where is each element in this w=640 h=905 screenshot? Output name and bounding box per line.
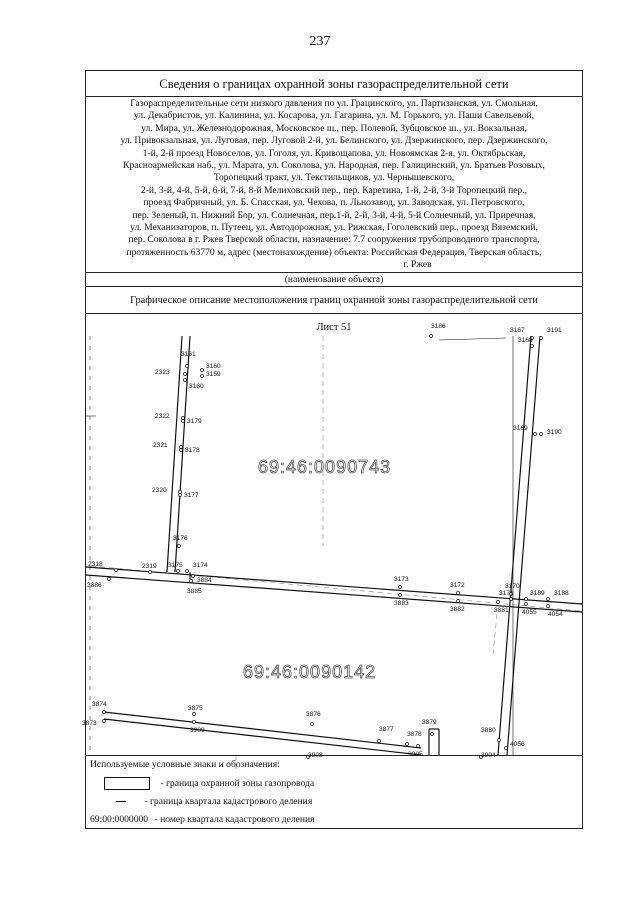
boundary-point-label: 3886 bbox=[87, 582, 102, 589]
boundary-point-marker bbox=[179, 491, 182, 494]
boundary-point-marker bbox=[186, 570, 189, 573]
boundary-point-marker bbox=[190, 580, 193, 583]
boundary-point-marker bbox=[180, 449, 183, 452]
map-drawing bbox=[82, 314, 582, 759]
boundary-point-label: 2321 bbox=[153, 442, 168, 449]
boundary-point-label: 3171 bbox=[499, 590, 514, 597]
legend-label: - граница квартала кадастрового деления bbox=[144, 796, 313, 807]
legend-title: Используемые условные знаки и обозначения: bbox=[90, 759, 280, 770]
boundary-point-marker bbox=[547, 598, 550, 601]
description-line: пер. Зеленый, п. Нижний Бор, ул. Солнечная, пер.1-й, 2-й, 3-й, 4-й, 5-й Солнечный, ул. Приречная, bbox=[132, 209, 536, 221]
boundary-point-label: 3874 bbox=[92, 701, 107, 708]
boundary-point-label: 3161 bbox=[181, 351, 196, 358]
boundary-point-label: 3191 bbox=[547, 327, 562, 334]
boundary-point-marker bbox=[184, 373, 187, 376]
boundary-point-label: 2319 bbox=[142, 563, 157, 570]
block-boundary-symbol bbox=[116, 801, 126, 802]
boundary-point-label: 3885 bbox=[187, 588, 202, 595]
boundary-point-label: 3177 bbox=[184, 492, 199, 499]
boundary-point-label: 3877 bbox=[379, 726, 394, 733]
block-number-symbol: 69:00:0000000 bbox=[90, 814, 149, 825]
boundary-point-marker bbox=[540, 433, 543, 436]
boundary-point-label: 3167 bbox=[510, 327, 525, 334]
boundary-point-marker bbox=[457, 600, 460, 603]
boundary-point-marker bbox=[399, 594, 402, 597]
boundary-point-label: 3904 bbox=[481, 752, 496, 759]
boundary-point-marker bbox=[186, 365, 189, 368]
boundary-point-label: 3909 bbox=[190, 727, 205, 734]
boundary-point-label: 2322 bbox=[155, 413, 170, 420]
boundary-point-label: 3172 bbox=[450, 582, 465, 589]
boundary-point-marker bbox=[406, 743, 409, 746]
description-line: ул. Декабристов, ул. Калинина, ул. Косарова, ул. Гагарина, ул. М. Горького, ул. Паши Савельевой, bbox=[133, 110, 535, 122]
boundary-point-label: 3189 bbox=[530, 590, 545, 597]
description-line: проезд Фабричный, ул. Б. Спасская, ул. Чехова, п. Льнозавод, ул. Заводская, ул. Петровского, bbox=[143, 197, 525, 209]
boundary-point-marker bbox=[180, 446, 183, 449]
boundary-point-label: 2323 bbox=[155, 369, 170, 376]
boundary-point-marker bbox=[184, 379, 187, 382]
parcel-number: 69:46:0090743 bbox=[258, 457, 392, 477]
boundary-point-marker bbox=[547, 605, 550, 608]
boundary-point-marker bbox=[178, 545, 181, 548]
boundary-point-marker bbox=[510, 598, 513, 601]
boundary-point-marker bbox=[115, 569, 118, 572]
boundary-point-label: 3880 bbox=[481, 727, 496, 734]
boundary-point-marker bbox=[534, 433, 537, 436]
boundary-point-marker bbox=[103, 720, 106, 723]
description-line: протяженность 63770 м, адрес (местонахождение) объекта: Российская Федерация, Тверская область, bbox=[126, 246, 542, 258]
boundary-point-label: 3875 bbox=[188, 705, 203, 712]
description-line: 1-й, 2-й проезд Новоселов, ул. Гоголя, ул. Кривощапова, ул. Новоямская 2-я, ул. Октябрьская, bbox=[142, 147, 526, 159]
boundary-point-label: 3176 bbox=[173, 535, 188, 542]
boundary-point-marker bbox=[192, 575, 195, 578]
legend-label: - граница охранной зоны газопровода bbox=[160, 777, 315, 789]
boundary-point-label: 3878 bbox=[407, 731, 422, 738]
object-name-caption: (наименование объекта) bbox=[86, 273, 582, 287]
boundary-point-marker bbox=[103, 711, 106, 714]
boundary-point-label: 3159 bbox=[206, 371, 221, 378]
boundary-point-marker bbox=[201, 375, 204, 378]
page-number: 237 bbox=[309, 34, 331, 49]
section-title: Сведения о границах охранной зоны газораспределительной сети bbox=[86, 71, 582, 97]
boundary-point-label: 3905 bbox=[408, 751, 423, 758]
boundary-point-label: 3178 bbox=[185, 447, 200, 454]
boundary-point-label: 3188 bbox=[554, 590, 569, 597]
boundary-point-label: 3179 bbox=[187, 418, 202, 425]
boundary-point-marker bbox=[525, 603, 528, 606]
boundary-point-marker bbox=[399, 586, 402, 589]
boundary-point-marker bbox=[179, 494, 182, 497]
boundary-point-marker bbox=[182, 420, 185, 423]
boundary-point-label: 3883 bbox=[394, 600, 409, 607]
boundary-point-label: 3882 bbox=[450, 606, 465, 613]
zone-boundary-symbol bbox=[104, 777, 150, 790]
legend-item-block bbox=[90, 796, 312, 807]
boundary-point-marker bbox=[430, 335, 433, 338]
graphic-title: Графическое описание местоположения границ охранной зоны газораспределительной сети bbox=[86, 287, 582, 314]
boundary-point-label: 3186 bbox=[431, 323, 446, 330]
boundary-point-marker bbox=[193, 721, 196, 724]
document-frame bbox=[82, 70, 583, 829]
boundary-point-label: 3873 bbox=[82, 720, 97, 727]
boundary-point-marker bbox=[498, 739, 501, 742]
boundary-point-marker bbox=[182, 417, 185, 420]
boundary-point-marker bbox=[149, 571, 152, 574]
boundary-point-marker bbox=[525, 598, 528, 601]
legend bbox=[86, 755, 582, 831]
legend-item-zone bbox=[90, 777, 314, 790]
boundary-point-label: 3169 bbox=[513, 425, 528, 432]
boundary-point-label: 3175 bbox=[168, 562, 183, 569]
description-line: г. Ржев bbox=[403, 259, 432, 271]
boundary-point-label: 2320 bbox=[152, 487, 167, 494]
boundary-point-label: 4054 bbox=[548, 611, 563, 618]
description-line: Газораспределительные сети низкого давления по ул. Грацинского, ул. Партизанская, ул. Смольная, bbox=[130, 98, 538, 109]
boundary-point-marker bbox=[497, 601, 500, 604]
boundary-point-marker bbox=[417, 745, 420, 748]
boundary-point-label: 4056 bbox=[510, 741, 525, 748]
boundary-point-marker bbox=[457, 592, 460, 595]
description-line: пер. Соколова в г. Ржев Тверской области, назначение: 7.7 сооружения трубопроводного транспорта, bbox=[128, 234, 540, 246]
boundary-point-label: 3180 bbox=[189, 383, 204, 390]
cadastral-map bbox=[82, 314, 582, 759]
boundary-point-label: 3908 bbox=[308, 752, 323, 759]
boundary-point-label: 3884 bbox=[197, 577, 212, 584]
description-line: Красноармейская наб., ул. Марата, ул. Соколова, ул. Народная, пер. Галицинский, ул. Братьев Розовых, bbox=[123, 160, 545, 172]
description-line: ул. Привокзальная, ул. Луговая, пер. Луговой 2-й, ул. Белинского, ул. Дзержинского, пер. Дзержинского, bbox=[120, 135, 548, 147]
boundary-point-marker bbox=[540, 337, 543, 340]
boundary-point-marker bbox=[201, 369, 204, 372]
sheet-label: Лист 51 bbox=[316, 322, 352, 333]
boundary-point-marker bbox=[311, 723, 314, 726]
description-line: ул. Механизаторов, п. Путеец, ул. Автодорожная, ул. Рижская, Гоголевский пер., проезд Вяземский, bbox=[130, 222, 538, 234]
boundary-point-label: 3173 bbox=[394, 576, 409, 583]
boundary-point-label: 2318 bbox=[88, 561, 103, 568]
boundary-point-marker bbox=[531, 345, 534, 348]
legend-item-number bbox=[90, 814, 315, 825]
boundary-point-label: 3879 bbox=[422, 719, 437, 726]
boundary-point-marker bbox=[378, 740, 381, 743]
boundary-point-label: 3174 bbox=[193, 562, 208, 569]
description-line: Торопецкий тракт, ул. Текстильщиков, ул. Чернышевского, bbox=[213, 172, 455, 184]
protection-zone-boundaries bbox=[86, 336, 582, 755]
boundary-point-label: 3190 bbox=[547, 429, 562, 436]
description-line: 2-й, 3-й, 4-й, 5-й, 6-й, 7-й, 8-й Мелиховский пер., пер. Каретина, 1-й, 2-й, 3-й Торопецкий пер., bbox=[140, 184, 528, 196]
boundary-point-marker bbox=[193, 713, 196, 716]
description-line: ул. Мира, ул. Железнодорожная, Московское ш., пер. Полевой, Зубцовское ш., ул. Вокзальная, bbox=[141, 122, 527, 134]
boundary-point-marker bbox=[108, 578, 111, 581]
parcel-number: 69:46:0090142 bbox=[243, 662, 377, 682]
boundary-point-label: 3160 bbox=[206, 363, 221, 370]
cadastral-boundaries bbox=[91, 336, 582, 769]
boundary-point-marker bbox=[505, 747, 508, 750]
boundary-point-marker bbox=[177, 570, 180, 573]
boundary-point-label: 3168 bbox=[518, 337, 533, 344]
boundary-point-label: 4055 bbox=[522, 609, 537, 616]
boundary-point-label: 3876 bbox=[306, 711, 321, 718]
boundary-point-label: 3881 bbox=[494, 607, 509, 614]
legend-label: - номер квартала кадастрового деления bbox=[154, 814, 315, 825]
boundary-point-marker bbox=[431, 733, 434, 736]
object-description bbox=[86, 97, 582, 273]
boundary-point-label: 3170 bbox=[505, 583, 520, 590]
